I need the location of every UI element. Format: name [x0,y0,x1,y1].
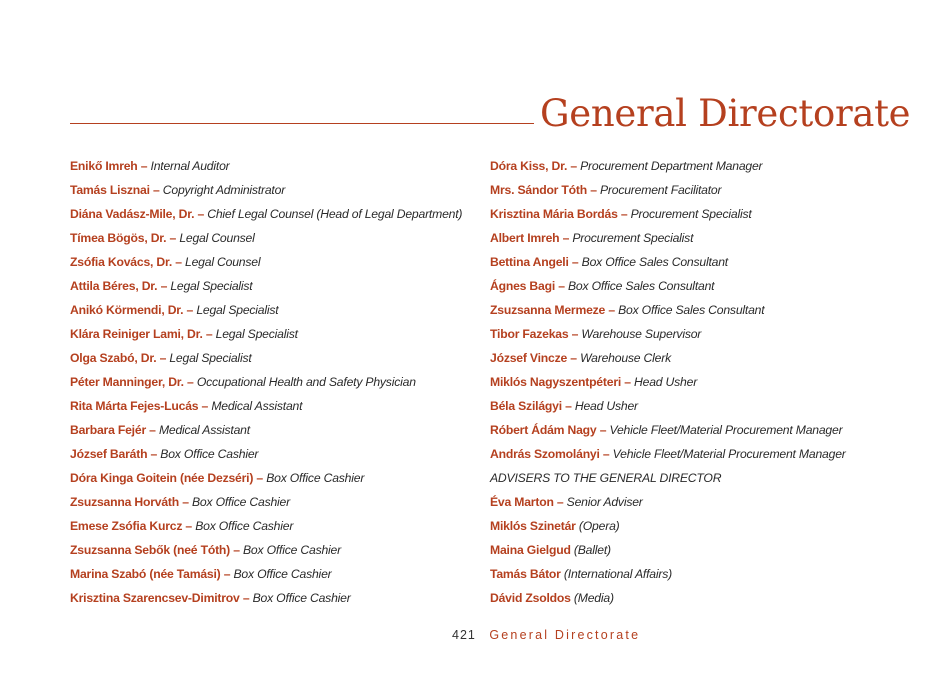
separator-dash: – [149,423,156,437]
separator-dash: – [242,591,250,605]
staff-entry [490,586,930,610]
staff-entry [490,154,930,178]
staff-role: (Ballet) [573,543,611,557]
staff-role: (International Affairs) [563,567,672,581]
staff-name: Zsófia Kovács, Dr. [70,255,173,269]
separator-dash: – [620,207,628,221]
staff-role: Chief Legal Counsel (Head of Legal Department) [207,207,463,221]
staff-role: Copyright Administrator [162,183,286,197]
left-column [70,154,490,610]
staff-entry [70,154,490,178]
footer [452,626,640,644]
staff-entry [490,346,930,370]
staff-entry [490,298,930,322]
staff-role: Medical Assistant [158,423,250,437]
separator-dash: – [599,423,607,437]
staff-name: Zsuzsanna Sebők (neé Tóth) [70,543,231,557]
staff-role: Procurement Facilitator [599,183,722,197]
separator-dash: – [602,447,610,461]
staff-name: Albert Imreh [490,231,560,245]
staff-entry [490,274,930,298]
staff-entry [490,562,930,586]
staff-role: Box Office Sales Consultant [581,255,728,269]
staff-role: Box Office Cashier [266,471,365,485]
page-title: General Directorate [540,92,911,135]
staff-name: Diána Vadász-Mile, Dr. [70,207,195,221]
separator-dash: – [562,231,570,245]
staff-name: Anikó Körmendi, Dr. [70,303,184,317]
staff-name: Olga Szabó, Dr. [70,351,157,365]
staff-name: Maina Gielgud [490,543,571,557]
staff-name: Péter Manninger, Dr. [70,375,184,389]
staff-name: Róbert Ádám Nagy [490,423,597,437]
staff-name: Dóra Kiss, Dr. [490,159,568,173]
staff-name: Attila Béres, Dr. [70,279,158,293]
staff-entry [490,490,930,514]
staff-role: Head Usher [634,375,698,389]
staff-role: Warehouse Supervisor [581,327,702,341]
separator-dash: – [197,207,205,221]
staff-entry [70,538,490,562]
staff-name: Krisztina Mária Bordás [490,207,618,221]
staff-entry [70,370,490,394]
staff-role: Legal Specialist [196,303,279,317]
staff-role: Box Office Cashier [252,591,351,605]
staff-name: Éva Marton [490,495,554,509]
staff-entry [70,274,490,298]
staff-entry [490,202,930,226]
separator-dash: – [160,279,168,293]
separator-dash: – [558,279,565,293]
staff-name: Rita Márta Fejes-Lucás [70,399,199,413]
separator-dash: – [571,255,579,269]
separator-dash: – [223,567,231,581]
separator-dash: – [570,351,577,365]
page-number: 421 [452,628,476,642]
staff-entry [70,490,490,514]
staff-name: Tímea Bögös, Dr. [70,231,167,245]
staff-entry [490,418,930,442]
staff-entry [70,514,490,538]
staff-entry [70,250,490,274]
separator-dash: – [570,159,577,173]
staff-name: Bettina Angeli [490,255,569,269]
staff-role: Procurement Department Manager [580,159,763,173]
separator-dash: – [233,543,240,557]
staff-name: József Baráth [70,447,148,461]
staff-role: Procurement Specialist [572,231,694,245]
staff-role: Box Office Cashier [242,543,341,557]
staff-entry [70,298,490,322]
staff-name: Béla Szilágyi [490,399,562,413]
staff-role: Procurement Specialist [630,207,752,221]
staff-entry [70,394,490,418]
staff-name: Enikő Imreh [70,159,138,173]
separator-dash: – [571,327,579,341]
separator-dash: – [590,183,597,197]
staff-entry [490,538,930,562]
staff-name: Tamás Bátor [490,567,561,581]
staff-entry [70,322,490,346]
staff-role: Legal Counsel [185,255,261,269]
staff-name: Emese Zsófia Kurcz [70,519,183,533]
staff-entry [70,586,490,610]
separator-dash: – [159,351,167,365]
staff-role: Legal Specialist [170,279,253,293]
separator-dash: – [150,447,158,461]
staff-entry [70,346,490,370]
staff-role: Occupational Health and Safety Physician [196,375,416,389]
staff-name: Miklós Szinetár [490,519,576,533]
staff-entry [490,370,930,394]
staff-name: Dóra Kinga Goitein (née Dezséri) [70,471,254,485]
staff-role: Vehicle Fleet/Material Procurement Manager [609,423,843,437]
separator-dash: – [256,471,263,485]
staff-entry [490,178,930,202]
separator-dash: – [624,375,631,389]
staff-entry [70,178,490,202]
separator-dash: – [140,159,148,173]
staff-role: Head Usher [574,399,638,413]
staff-entry [70,226,490,250]
staff-role: Box Office Sales Consultant [618,303,765,317]
right-column [490,154,930,610]
staff-name: András Szomolányi [490,447,600,461]
separator-dash: – [201,399,209,413]
separator-dash: – [187,375,194,389]
separator-dash: – [169,231,177,245]
staff-name: Mrs. Sándor Tóth [490,183,588,197]
staff-entry [490,442,930,466]
separator-dash: – [556,495,564,509]
staff-name: Tamás Lisznai [70,183,150,197]
staff-entry [490,394,930,418]
staff-name: Klára Reiniger Lami, Dr. [70,327,203,341]
staff-role: Medical Assistant [211,399,303,413]
separator-dash: – [565,399,572,413]
staff-role: Legal Specialist [215,327,298,341]
staff-entry [490,226,930,250]
staff-role: Vehicle Fleet/Material Procurement Manager [612,447,846,461]
staff-role: Internal Auditor [150,159,230,173]
staff-entry [70,466,490,490]
staff-entry [490,466,930,490]
staff-entry [490,514,930,538]
staff-role: Senior Adviser [566,495,643,509]
staff-entry [70,202,490,226]
staff-name: Tibor Fazekas [490,327,569,341]
separator-dash: – [175,255,182,269]
footer-label: General Directorate [489,628,641,642]
staff-role: (Opera) [578,519,620,533]
staff-entry [490,322,930,346]
staff-name: Miklós Nagyszentpéteri [490,375,622,389]
staff-name: Zsuzsanna Mermeze [490,303,606,317]
staff-name: József Vincze [490,351,568,365]
staff-entry [490,250,930,274]
staff-role: Box Office Cashier [233,567,332,581]
staff-entry [70,442,490,466]
staff-role: Legal Specialist [169,351,252,365]
staff-role: (Media) [573,591,614,605]
separator-dash: – [182,495,189,509]
staff-role: Box Office Sales Consultant [568,279,715,293]
section-heading: ADVISERS TO THE GENERAL DIRECTOR [490,471,722,485]
separator-dash: – [185,519,192,533]
staff-role: Warehouse Clerk [580,351,671,365]
separator-dash: – [153,183,160,197]
staff-role: Box Office Cashier [191,495,290,509]
staff-name: Marina Szabó (née Tamási) [70,567,221,581]
staff-name: Barbara Fejér [70,423,146,437]
staff-role: Box Office Cashier [195,519,294,533]
separator-dash: – [205,327,213,341]
staff-entry [70,418,490,442]
staff-role: Legal Counsel [179,231,255,245]
separator-dash: – [608,303,615,317]
staff-name: Dávid Zsoldos [490,591,571,605]
staff-name: Zsuzsanna Horváth [70,495,180,509]
staff-entry [70,562,490,586]
staff-name: Krisztina Szarencsev-Dimitrov [70,591,240,605]
heading-rule [70,123,534,124]
separator-dash: – [186,303,194,317]
staff-name: Ágnes Bagi [490,279,556,293]
staff-role: Box Office Cashier [160,447,259,461]
